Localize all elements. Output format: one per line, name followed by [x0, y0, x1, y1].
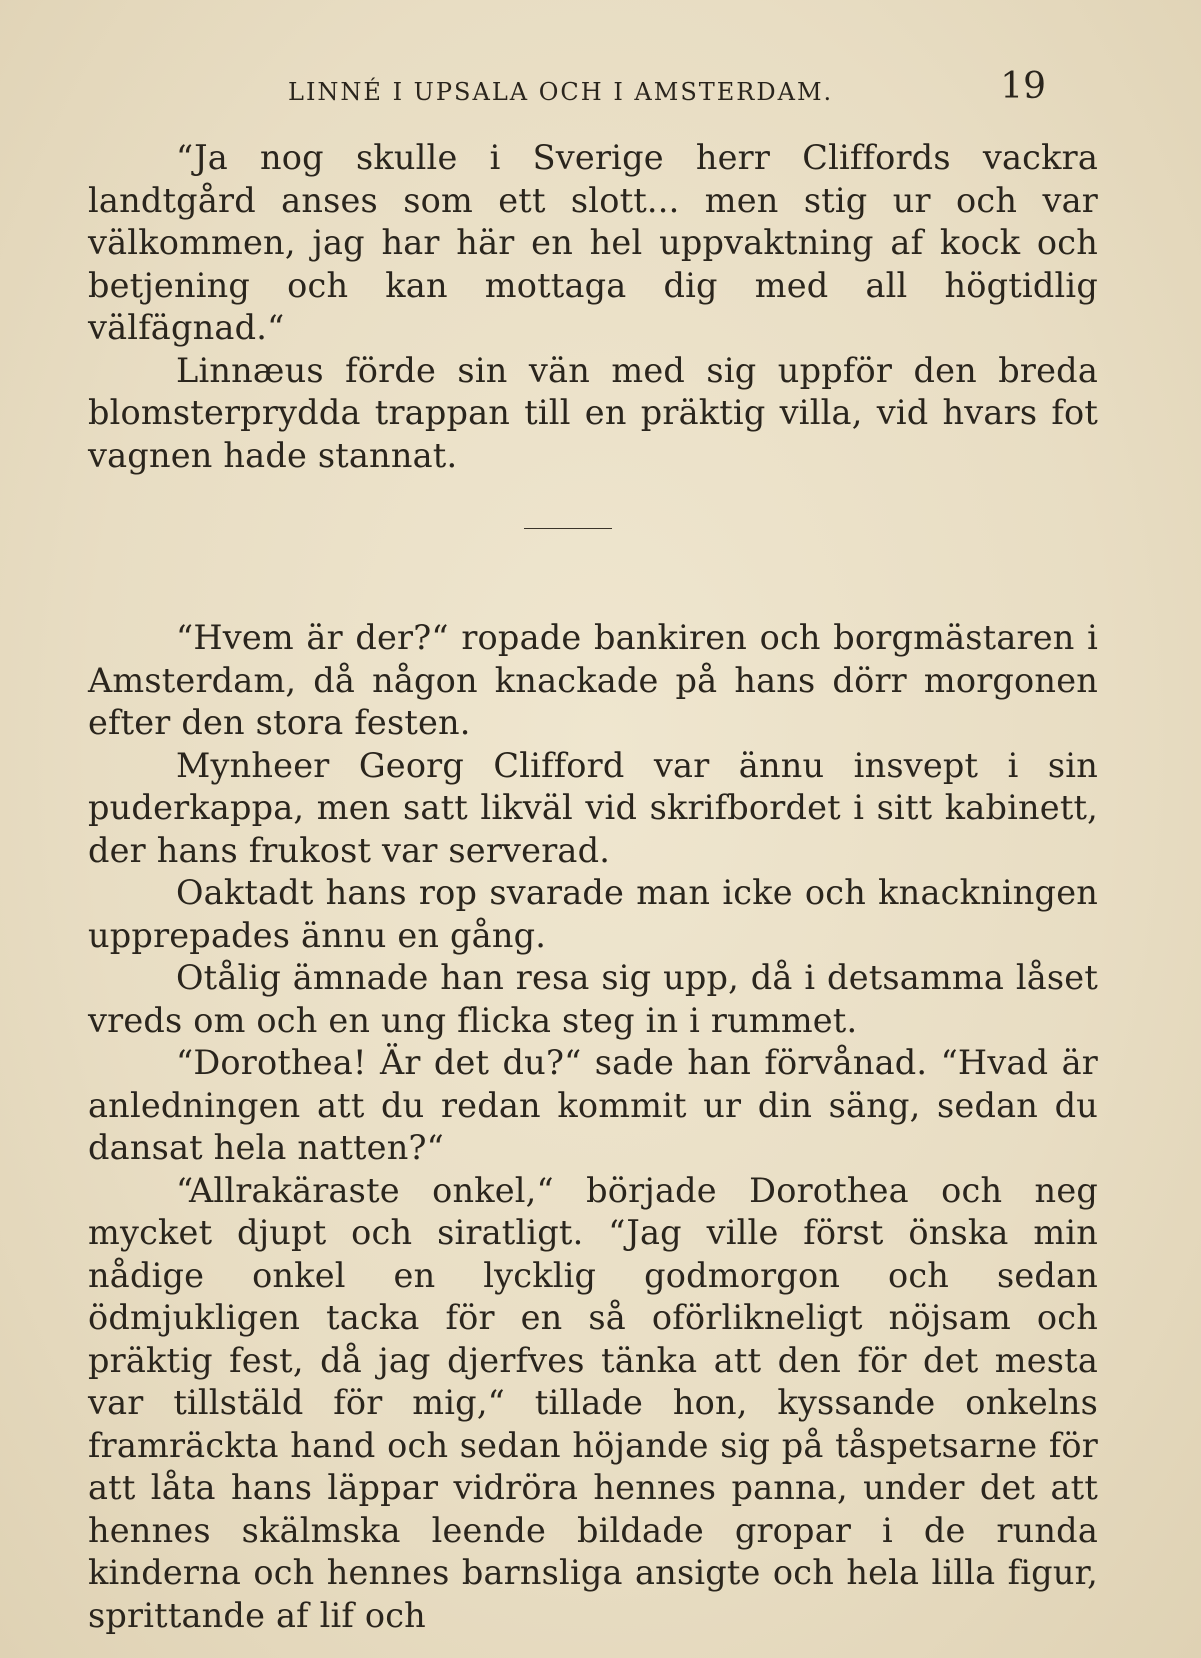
- paragraph: “Ja nog skulle i Sverige herr Cliffords vackra landtgård anses som ett slott... men stig ur och var välkommen, jag har här en hel uppvaktning af kock och betjening och kan mottaga dig med all högtidlig välfägnad.“: [88, 138, 1098, 347]
- paragraph: Otålig ämnade han resa sig upp, då i detsamma låset vreds om och en ung flicka steg in i rummet.: [88, 958, 1098, 1040]
- page-number: 19: [1000, 66, 1046, 107]
- running-head: [88, 66, 1048, 116]
- paragraph: Oaktadt hans rop svarade man icke och knackningen upprepades ännu en gång.: [88, 873, 1098, 955]
- running-title: LINNÉ I UPSALA OCH I AMSTERDAM.: [288, 78, 834, 106]
- paragraph: “Allrakäraste onkel,“ började Dorothea och neg mycket djupt och siratligt. “Jag ville först önska min nådige onkel en lycklig godmorgon och sedan ödmjukligen tacka för en så oförlikneligt nöjsam och präktig fest, då jag djerfves tänka att den för det mesta var tillstäld för mig,“ tillade hon, kyssande onkelns framräckta hand och sedan höjande sig på tåspetsarne för att låta hans läppar vidröra hennes panna, under det att hennes skälmska leende bildade gropar i de runda kinderna och hennes barnsliga ansigte och hela lilla figur, sprittande af lif och: [88, 1170, 1098, 1635]
- paragraph: Linnæus förde sin vän med sig uppför den breda blomsterprydda trappan till en präktig villa, vid hvars fot vagnen hade stannat.: [88, 350, 1098, 475]
- paragraph: “Dorothea! Är det du?“ sade han förvånad. “Hvad är anledningen att du redan kommit ur din säng, sedan du dansat hela natten?“: [88, 1043, 1098, 1167]
- section-two: [88, 617, 1098, 1637]
- section-one: [88, 137, 1098, 477]
- paragraph: “Hvem är der?“ ropade bankiren och borgmästaren i Amsterdam, då någon knackade på hans dörr morgonen efter den stora festen.: [88, 618, 1098, 742]
- section-divider: [524, 528, 612, 529]
- paragraph: Mynheer Georg Clifford var ännu insvept i sin puderkappa, men satt likväl vid skrifbordet i sitt kabinett, der hans frukost var serverad.: [88, 745, 1098, 870]
